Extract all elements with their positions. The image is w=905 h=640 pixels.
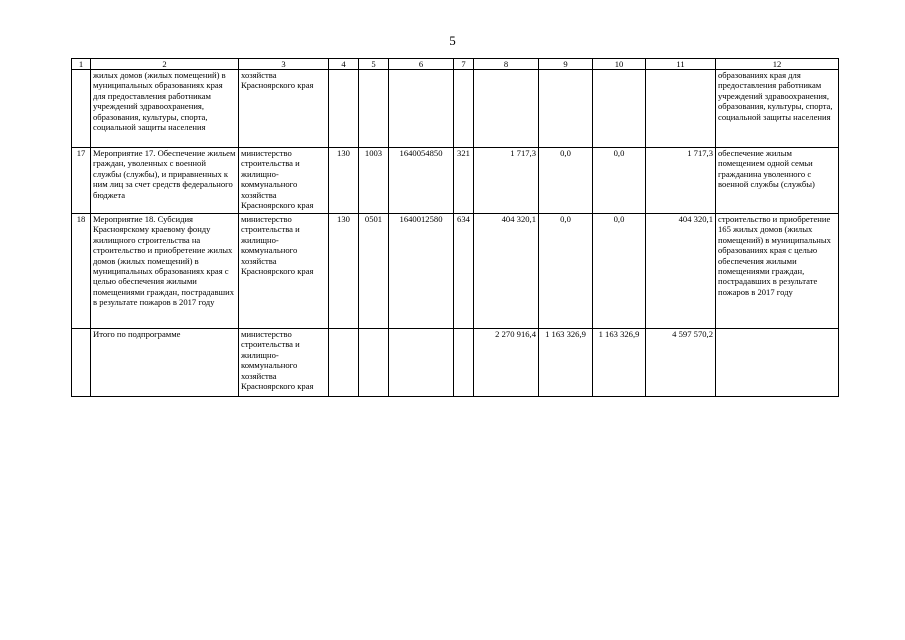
csr-cell: 1640012580 [389,214,454,329]
amount-total-cell [646,70,716,148]
column-header: 4 [329,59,359,70]
row-number-cell: 18 [72,214,91,329]
executor-cell: хозяйства Красноярского края [239,70,329,148]
table-row-continuation [72,70,839,148]
rzpr-cell: 1003 [359,148,389,214]
result-cell: строительство и приобретение 165 жилых домов (жилых помещений) в муниципальных образованиях края с целью обеспечения жилыми помещениями граждан, пострадавших в результате пожаров в 2017 году [716,214,839,329]
column-number-row [72,59,839,70]
result-cell: обеспечение жилым помещением одной семьи гражданина уволенного с военной службы (службы) [716,148,839,214]
row-number-cell [72,70,91,148]
column-header: 6 [389,59,454,70]
executor-cell: министерство строительства и жилищно- коммунального хозяйства Красноярского края [239,329,329,397]
column-header: 3 [239,59,329,70]
executor-cell: министерство строительства и жилищно- коммунального хозяйства Красноярского края [239,214,329,329]
column-header: 2 [91,59,239,70]
amount-2021-cell: 0,0 [593,214,646,329]
amount-2021-cell: 1 163 326,9 [593,329,646,397]
measure-name-cell: Мероприятие 18. Субсидия Красноярскому краевому фонду жилищного строительства на строительство и приобретение жилых домов (жилых помещений) в муниципальных образованиях края с целью обеспечения жилыми помещениями граждан, пострадавших в результате пожаров в 2017 году [91,214,239,329]
vr-cell: 321 [454,148,474,214]
column-header: 8 [474,59,539,70]
amount-2019-cell: 1 717,3 [474,148,539,214]
column-header: 5 [359,59,389,70]
measure-name-cell: Мероприятие 17. Обеспечение жильем граждан, уволенных с военной службы (службы), и приравненных к ним лиц за счет средств федерального бюджета [91,148,239,214]
rzpr-cell [359,70,389,148]
column-header: 9 [539,59,593,70]
vr-cell: 634 [454,214,474,329]
result-cell [716,329,839,397]
measure-name-cell: жилых домов (жилых помещений) в муниципальных образованиях края для предоставления работникам учреждений здравоохранения, образования, культуры, спорта, социальной защиты населения [91,70,239,148]
vr-cell [454,70,474,148]
column-header: 12 [716,59,839,70]
vr-cell [454,329,474,397]
rzpr-cell [359,329,389,397]
amount-2019-cell: 2 270 916,4 [474,329,539,397]
column-header: 11 [646,59,716,70]
column-header: 1 [72,59,91,70]
grbs-cell: 130 [329,148,359,214]
amount-total-cell: 4 597 570,2 [646,329,716,397]
amount-2021-cell [593,70,646,148]
column-header: 10 [593,59,646,70]
amount-2020-cell: 0,0 [539,148,593,214]
table-row-subprogram-total [72,329,839,397]
measure-name-cell: Итого по подпрограмме [91,329,239,397]
csr-cell [389,329,454,397]
rzpr-cell: 0501 [359,214,389,329]
csr-cell [389,70,454,148]
amount-total-cell: 1 717,3 [646,148,716,214]
column-header: 7 [454,59,474,70]
table-row-measure-18 [72,214,839,329]
subprogram-table [71,58,839,397]
grbs-cell: 130 [329,214,359,329]
grbs-cell [329,329,359,397]
amount-2020-cell [539,70,593,148]
row-number-cell [72,329,91,397]
csr-cell: 1640054850 [389,148,454,214]
result-cell: образованиях края для предоставления работникам учреждений здравоохранения, образования, культуры, спорта, социальной защиты населения [716,70,839,148]
page-number: 5 [449,33,456,48]
amount-2020-cell: 0,0 [539,214,593,329]
amount-2020-cell: 1 163 326,9 [539,329,593,397]
grbs-cell [329,70,359,148]
amount-total-cell: 404 320,1 [646,214,716,329]
amount-2021-cell: 0,0 [593,148,646,214]
executor-cell: министерство строительства и жилищно- коммунального хозяйства Красноярского края [239,148,329,214]
amount-2019-cell [474,70,539,148]
row-number-cell: 17 [72,148,91,214]
amount-2019-cell: 404 320,1 [474,214,539,329]
table-row-measure-17 [72,148,839,214]
